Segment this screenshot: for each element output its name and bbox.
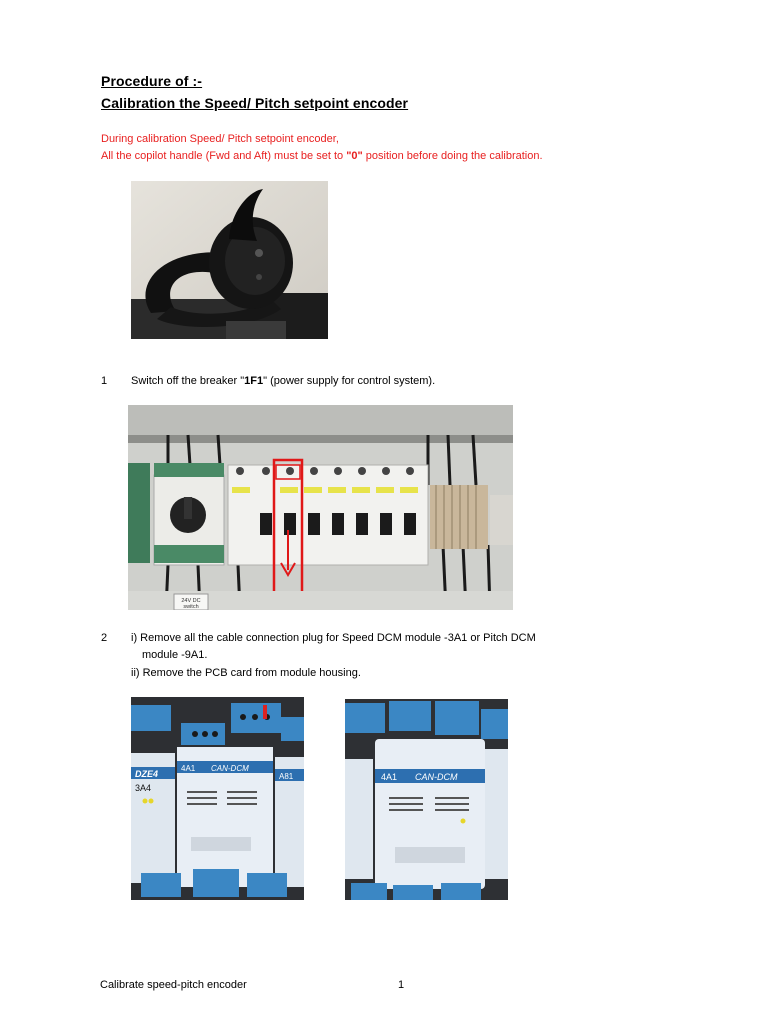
- warning-text-a: All the copilot handle (Fwd and Aft) must be set to: [101, 150, 347, 162]
- dcm-module-photo-right: [345, 699, 508, 900]
- breaker-label-24v: 24V DC: [181, 598, 201, 604]
- warning-line-2: [101, 148, 543, 165]
- module-label-dze4: DZE4: [135, 769, 159, 779]
- module-label-4a1-left: 4A1: [181, 764, 196, 773]
- footer-title: Calibrate speed-pitch encoder: [100, 979, 247, 991]
- page-number: 1: [398, 979, 405, 991]
- title-line-1: Procedure of :-: [101, 73, 203, 89]
- module-label-a81: A81: [279, 772, 294, 781]
- module-label-can-dcm-right: CAN-DCM: [415, 772, 458, 782]
- step-1-text: [131, 373, 435, 390]
- warning-line-1: During calibration Speed/ Pitch setpoint encoder,: [101, 133, 339, 145]
- step-2-number: 2: [101, 632, 108, 644]
- step-2-line-1: i) Remove all the cable connection plug for Speed DCM module -3A1 or Pitch DCM: [131, 632, 536, 644]
- warning-text-c: position before doing the calibration.: [362, 150, 543, 162]
- step-1-breaker: 1F1: [244, 375, 264, 387]
- breaker-panel-photo: [128, 405, 513, 610]
- step-1-text-c: " (power supply for control system).: [263, 375, 436, 387]
- warning-zero: "0": [346, 150, 363, 162]
- title-line-2: Calibration the Speed/ Pitch setpoint encoder: [101, 95, 409, 111]
- step-2-line-2: module -9A1.: [142, 649, 208, 661]
- step-1-number: 1: [101, 375, 108, 387]
- step-2-line-3: ii) Remove the PCB card from module housing.: [131, 667, 361, 679]
- breaker-label-switch: switch: [183, 604, 199, 610]
- step-1-text-a: Switch off the breaker ": [131, 375, 245, 387]
- dcm-modules-photo-left: [131, 697, 304, 900]
- module-label-4a1-right: 4A1: [381, 772, 398, 782]
- copilot-handle-photo: [131, 181, 328, 339]
- module-label-3a4: 3A4: [135, 783, 152, 793]
- module-label-can-dcm-left: CAN-DCM: [211, 764, 249, 773]
